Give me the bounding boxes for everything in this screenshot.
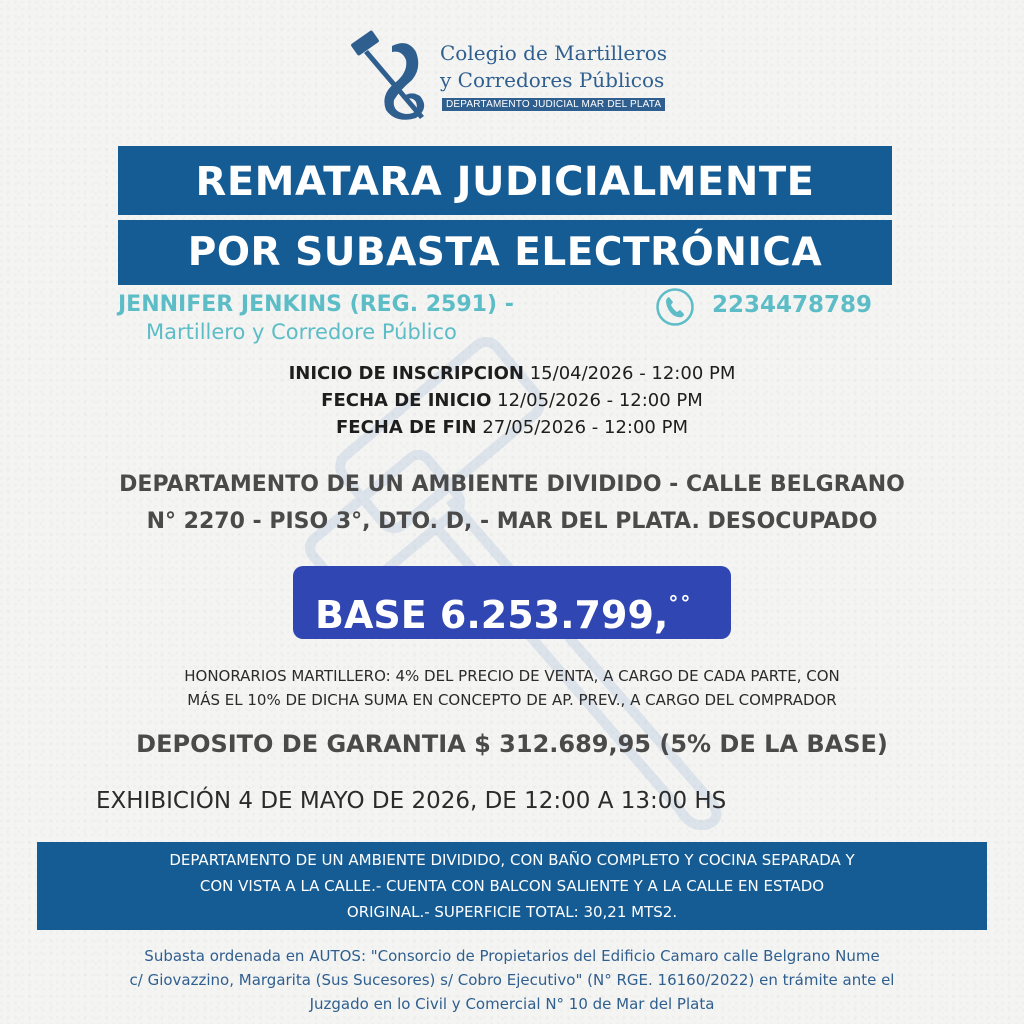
auctioneer-fees <box>0 664 1024 712</box>
date-row-registration <box>0 360 1024 387</box>
date-row-end <box>0 414 1024 441</box>
phone-icon <box>655 287 695 327</box>
headline-banner-1: REMATARA JUDICIALMENTE <box>118 146 892 215</box>
address-line1: DEPARTAMENTO DE UN AMBIENTE DIVIDIDO - CALLE BELGRANO <box>119 472 905 497</box>
fees-line2: MÁS EL 10% DE DICHA SUMA EN CONCEPTO DE AP. PREV., A CARGO DEL COMPRADOR <box>187 691 837 709</box>
date-value: 15/04/2026 - 12:00 PM <box>524 363 736 384</box>
logo-subtitle: DEPARTAMENTO JUDICIAL MAR DEL PLATA <box>442 98 665 111</box>
auction-dates <box>0 360 1024 441</box>
footer-line3: Juzgado en lo Civil y Comercial N° 10 de Mar del Plata <box>309 995 715 1013</box>
address-line2: N° 2270 - PISO 3°, DTO. D, - MAR DEL PLATA. DESOCUPADO <box>146 509 878 534</box>
footer-line1: Subasta ordenada en AUTOS: "Consorcio de Propietarios del Edificio Camaro calle Belgrano Nume <box>144 947 880 965</box>
date-value: 12/05/2026 - 12:00 PM <box>491 390 703 411</box>
footer-line2: c/ Giovazzino, Margarita (Sus Sucesores) s/ Cobro Ejecutivo" (N° RGE. 16160/2022) en trámite ante el <box>129 971 895 989</box>
description-line3: ORIGINAL.- SUPERFICIE TOTAL: 30,21 MTS2. <box>346 903 678 921</box>
logo-title-line2: y Corredores Públicos <box>440 68 665 92</box>
phone-number[interactable]: 2234478789 <box>712 292 873 318</box>
date-label: FECHA DE FIN <box>335 417 477 438</box>
legal-footer <box>0 944 1024 1016</box>
description-line2: CON VISTA A LA CALLE.- CUENTA CON BALCON SALIENTE Y A LA CALLE EN ESTADO <box>199 877 825 895</box>
date-label: INICIO DE INSCRIPCION <box>288 363 524 384</box>
date-label: FECHA DE INICIO <box>321 390 492 411</box>
auctioneer-name: JENNIFER JENKINS (REG. 2591) - <box>118 292 514 317</box>
base-price-badge <box>293 566 731 639</box>
logo-title <box>440 40 667 94</box>
logo-title-line1: Colegio de Martilleros <box>440 41 668 65</box>
date-value: 27/05/2026 - 12:00 PM <box>476 417 688 438</box>
guarantee-deposit: DEPOSITO DE GARANTIA $ 312.689,95 (5% DE LA BASE) <box>136 730 888 758</box>
gavel-seahorse-icon <box>350 28 438 123</box>
date-row-start <box>0 387 1024 414</box>
property-address <box>0 466 1024 540</box>
headline-banner-2: POR SUBASTA ELECTRÓNICA <box>118 220 892 285</box>
description-line1: DEPARTAMENTO DE UN AMBIENTE DIVIDIDO, CON BAÑO COMPLETO Y COCINA SEPARADA Y <box>169 851 855 869</box>
property-description <box>37 842 987 930</box>
auctioneer-role: Martillero y Corredore Público <box>146 320 457 344</box>
fees-line1: HONORARIOS MARTILLERO: 4% DEL PRECIO DE VENTA, A CARGO DE CADA PARTE, CON <box>184 667 840 685</box>
base-price-cents: °° <box>668 591 693 615</box>
base-price: BASE 6.253.799, <box>315 593 669 637</box>
exhibition-date: EXHIBICIÓN 4 DE MAYO DE 2026, DE 12:00 A 13:00 HS <box>96 788 727 814</box>
